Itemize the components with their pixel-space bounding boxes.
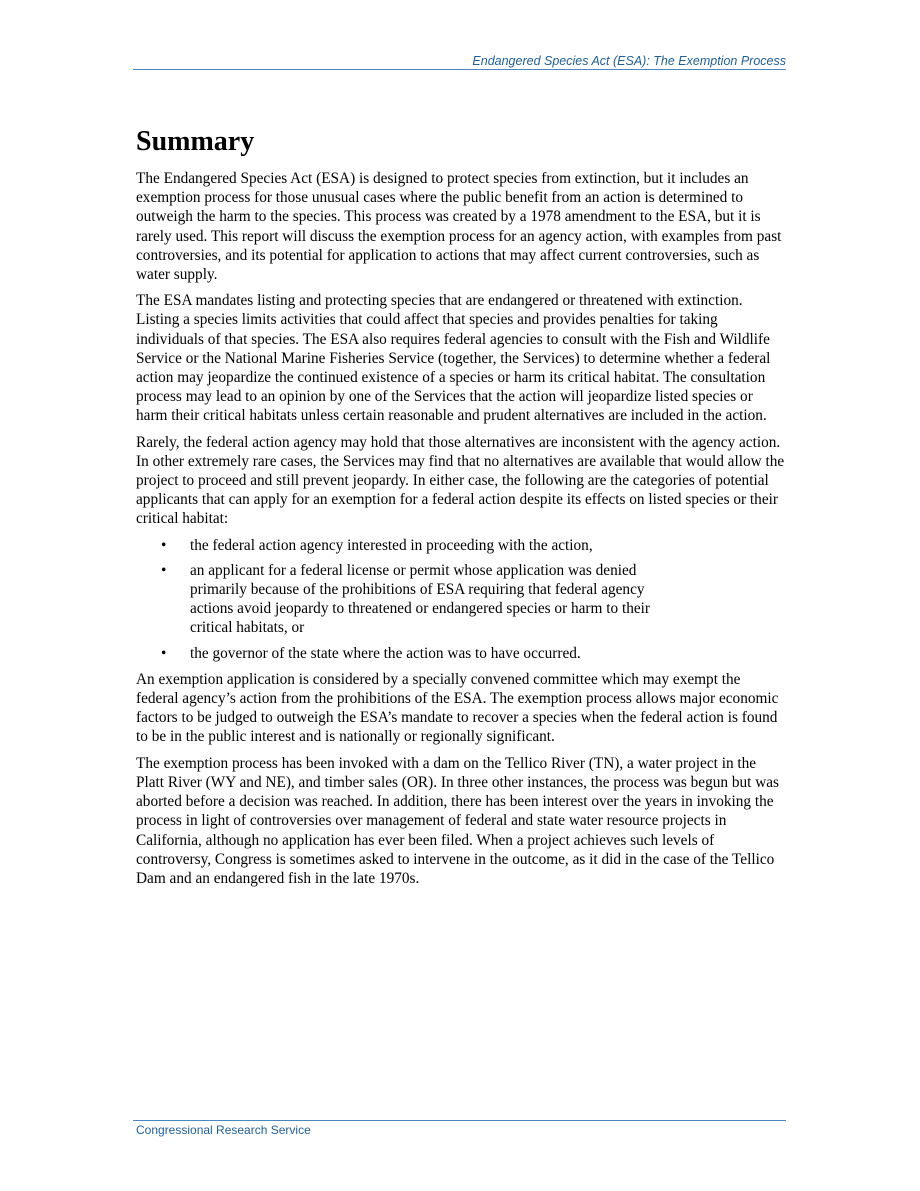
list-item-text: an applicant for a federal license or permit whose application was denied primarily because of the prohibitions of ESA requiring that federal agency actions avoid jeopardy to threatened or endangered species or harm to their critical habitats, or — [190, 561, 651, 637]
summary-heading: Summary — [136, 126, 255, 157]
footer-organization: Congressional Research Service — [136, 1123, 311, 1137]
list-item — [136, 536, 786, 555]
bullet-icon: • — [161, 644, 167, 662]
footer-divider — [133, 1120, 786, 1121]
list-item-text: the governor of the state where the action was to have occurred. — [190, 644, 581, 662]
summary-paragraph-4: An exemption application is considered by a specially convened committee which may exempt the federal agency’s action from the prohibitions of the ESA. The exemption process allows major economic factors to be judged to outweigh the ESA’s mandate to recover a species when the federal action is found to be in the public interest and is nationally or regionally significant. — [136, 670, 779, 746]
summary-paragraph-5: The exemption process has been invoked with a dam on the Tellico River (TN), a water project in the Platt River (WY and NE), and timber sales (OR). In three other instances, the process was begun but was aborted before a decision was reached. In addition, there has been interest over the years in invoking the process in light of controversies over management of federal and state water resource projects in California, although no application has ever been filed. When a project achieves such levels of controversy, Congress is sometimes asked to intervene in the outcome, as it did in the case of the Tellico Dam and an endangered fish in the late 1970s. — [136, 754, 779, 887]
list-item — [136, 644, 786, 663]
summary-section — [136, 122, 786, 895]
list-item-text: the federal action agency interested in proceeding with the action, — [190, 536, 593, 554]
summary-paragraph-2: The ESA mandates listing and protecting species that are endangered or threatened with extinction. Listing a species limits activities that could affect that species and provides penalties for taking individuals of that species. The ESA also requires federal agencies to consult with the Fish and Wildlife Service or the National Marine Fisheries Service (together, the Services) to determine whether a federal action may jeopardize the continued existence of a species or harm its critical habitat. The consultation process may lead to an opinion by one of the Services that the action will jeopardize listed species or harm their critical habitats unless certain reasonable and prudent alternatives are included in the action. — [136, 292, 771, 425]
bullet-icon: • — [161, 561, 167, 579]
running-header-title: Endangered Species Act (ESA): The Exemption Process — [472, 54, 786, 68]
applicant-categories-list — [136, 536, 786, 663]
summary-paragraph-3: Rarely, the federal action agency may hold that those alternatives are inconsistent with the agency action. In other extremely rare cases, the Services may find that no alternatives are available that would allow the project to proceed and still prevent jeopardy. In either case, the following are the categories of potential applicants that can apply for an exemption for a federal action despite its effects on listed species or their critical habitat: — [136, 433, 785, 528]
header-divider — [133, 69, 786, 70]
summary-paragraph-1: The Endangered Species Act (ESA) is designed to protect species from extinction, but it includes an exemption process for those unusual cases where the public benefit from an action is determined to outweigh the harm to the species. This process was created by a 1978 amendment to the ESA, but it is rarely used. This report will discuss the exemption process for an agency action, with examples from past controversies, and its potential for application to actions that may affect current controversies, such as water supply. — [136, 170, 782, 284]
bullet-icon: • — [161, 536, 167, 554]
list-item — [136, 561, 786, 638]
